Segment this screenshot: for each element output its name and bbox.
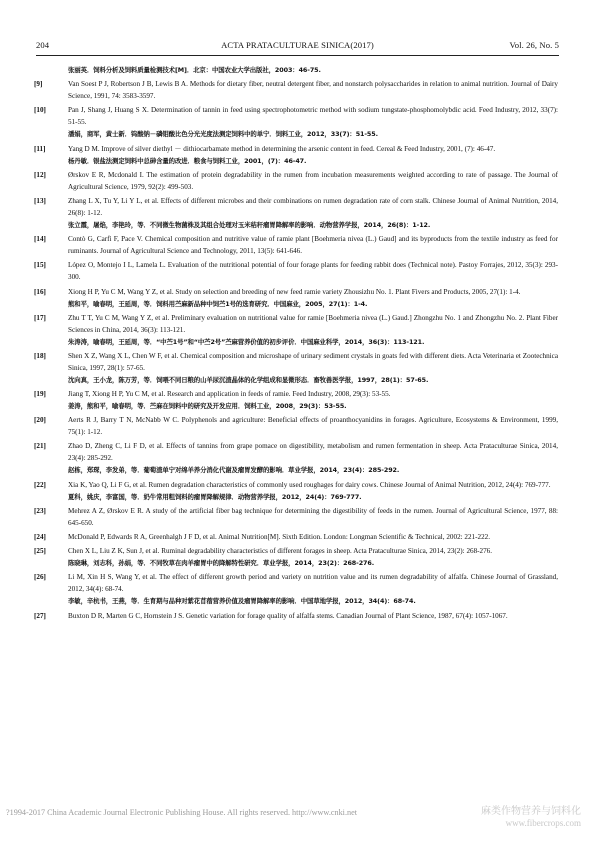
reference-item (34, 104, 558, 140)
page-footer (6, 806, 589, 828)
reference-english: Mehrez A Z, Ørskov E R. A study of the artificial fiber bag technique for determining the digestibility of feeds in the rumen. Journal of Agricultural Science, 1977, 88: 645-650. (68, 506, 558, 527)
reference-item (34, 505, 558, 529)
reference-english: Jiang T, Xiong H P, Yu C M, et al. Research and application in feeds of ramie. Feed Industry, 2008, 29(3): 53-55. (68, 390, 391, 399)
copyright-line: ?1994-2017 China Academic Journal Electronic Publishing House. All rights reserved. http://www.cnki.net (6, 808, 358, 817)
reference-number: [26] (34, 573, 46, 582)
reference-item (34, 259, 558, 283)
reference-english: Li M, Xin H S, Wang Y, et al. The effect of different growth period and variety on nutrition value and its rumen degradability of alfalfa. Chinese Journal of Grassland, 2012, 34(4): 68-74. (68, 573, 558, 594)
reference-number: [23] (34, 506, 46, 515)
reference-english: Zhang L X, Tu Y, Li Y L, et al. Effects of different microbes and their combinations on rumen degradation rate of corn stalk. Chinese Journal of Animal Nutrition, 2014, 26(8): 1-12. (68, 196, 558, 217)
reference-number: [21] (34, 442, 46, 451)
reference-english: Buxton D R, Marten G C, Hornstein J S. Genetic variation for forage quality of alfalfa stems. Canadian Journal of Plant Science, 1987, 67(4): 1057-1067. (68, 611, 508, 620)
reference-number: [22] (34, 480, 46, 489)
reference-number: [16] (34, 287, 46, 296)
reference-item (34, 350, 558, 386)
reference-english: McDonald P, Edwards R A, Greenhalgh J F D, et al. Animal Nutrition[M]. Sixth Edition. London: Longman Scientific & Technical, 2002: 221-222. (68, 533, 490, 541)
reference-english: Shen X Z, Wang X L, Chen W F, et al. Chemical composition and microshape of urinary sediment crystals in goats fed with different diets. Acta Veterinaria et Zootechnica Sinica, 1997, 28(1): 57-65. (68, 351, 558, 372)
reference-item (34, 169, 558, 193)
reference-english: Van Soest P J, Robertson J B, Lewis B A. Methods for dietary fiber, neutral detergent fiber, and nonstarch polysaccharides in relation to animal nutrition. Journal of Dairy Science, 1991, 74: 3583-3597. (68, 80, 558, 101)
reference-number: [10] (34, 106, 46, 115)
reference-chinese: 姜涛，熊和平，喻春明，等．苎麻在饲料中的研究及开发应用．饲料工业，2008，29(3)：53-55. (68, 402, 347, 411)
reference-english: Yang D M. Improve of silver diethyl － dithiocarbamate method in determining the arsenic content in feed. Cereal & Feed Industry, 2001, (7): 46-47. (68, 144, 496, 153)
reference-english: Chen X L, Liu Z K, Sun J, et al. Ruminal degradability characteristics of different forages in sheep. Acta Prataculturae Sinica, 2014, 23(2): 268-276. (68, 547, 493, 556)
reference-item (34, 388, 558, 412)
reference-number: [15] (34, 261, 46, 270)
reference-item (34, 312, 558, 348)
watermark-text: 麻类作物营养与饲料化 (481, 806, 581, 817)
reference-item (34, 610, 558, 622)
reference-item (34, 571, 558, 607)
reference-item (34, 545, 558, 569)
reference-english: Aerts R J, Barry T N, McNabb W C. Polyphenols and agriculture: Beneficial effects of proanthocyanidins in forages. Agriculture, Ecosystems & Environment, 1999, 75(1): 1-12. (68, 416, 558, 437)
reference-chinese: 朱涛涛，喻春明，王延周，等．“中苎1号”和“中苎2号”苎麻营养价值的初步评价．中国麻业科学，2014，36(3)：113-121. (68, 337, 425, 346)
page-number: 204 (36, 40, 50, 50)
reference-chinese: 李敏，辛杭书，王燕，等．生育期与品种对紫花苜蓿营养价值及瘤胃降解率的影响．中国草地学报，2012，34(4)：68-74. (68, 597, 416, 606)
reference-item (34, 479, 558, 503)
reference-item (34, 286, 558, 310)
reference-chinese: 潘娟，商军，黄士新．钨酸钠－磷钼酸比色分光光度法测定饲料中的单宁．饲料工业，2012，33(7)：51-55. (68, 130, 378, 139)
reference-item (34, 143, 558, 167)
reference-chinese: 张丽英．饲料分析及饲料质量检测技术[M]．北京：中国农业大学出版社，2003：46-75. (68, 66, 321, 74)
reference-number: [13] (34, 196, 46, 205)
reference-chinese: 赵栋，郑琛，李发弟，等．葡萄渣单宁对绵羊养分消化代谢及瘤胃发酵的影响．草业学报，2014，23(4)：285-292. (68, 466, 400, 475)
header-rule (36, 55, 559, 56)
reference-english: Zhu T T, Yu C M, Wang Y Z, et al. Preliminary evaluation on nutritional value for ramie [Boehmeria nivea (L.) Gaud.] Zhongzhu No. 1 and Zhongzhu No. 2. Plant Fiber Sciences in China, 2014, 36(3): 113-121. (68, 313, 558, 334)
reference-chinese: 张立霞，屠焰，李艳玲，等．不同微生物菌株及其组合处理对玉米秸秆瘤胃降解率的影响．动物营养学报，2014，26(8)：1-12. (68, 220, 431, 229)
reference-item (34, 233, 558, 257)
reference-number: [11] (34, 144, 46, 153)
reference-item (44, 64, 558, 76)
reference-item (34, 78, 558, 102)
reference-item (34, 414, 558, 438)
reference-number: [20] (34, 416, 46, 425)
reference-english: Contò G, Carfì F, Pace V. Chemical composition and nutritive value of ramie plant [Boehmeria nivea (L.) Gaud] and its byproducts from the textile industry as feed for ruminants. Journal of Agricultural Science and Technology, 2011, 13(5): 641-646. (68, 235, 558, 256)
reference-chinese: 夏科，姚庆，李富国，等．奶牛常用粗饲料的瘤胃降解规律．动物营养学报，2012，24(4)：769-777. (68, 492, 362, 501)
reference-english: Xia K, Yao Q, Li F G, et al. Rumen degradation characteristics of commonly used roughages for dairy cows. Chinese Journal of Animal Nutrition, 2012, 24(4): 769-777. (68, 480, 551, 489)
reference-number: [14] (34, 235, 46, 244)
reference-number: [19] (34, 390, 46, 399)
reference-english: Zhao D, Zheng C, Li F D, et al. Effects of tannins from grape pomace on digestibility, metabolism and rumen fermentation in sheep. Acta Prataculturae Sinica, 2014, 23(4): 285-292. (68, 442, 558, 463)
reference-number: [24] (34, 533, 46, 541)
reference-english: Pan J, Shang J, Huang S X. Determination of tannin in feed using spectrophotometric method with sodium tungstate-phosphomolybdic acid. Feed Industry, 2012, 33(7): 51-55. (68, 106, 558, 127)
reference-number: [12] (34, 170, 46, 179)
journal-name: ACTA PRATACULTURAE SINICA(2017) (221, 40, 374, 50)
volume-issue: Vol. 26, No. 5 (509, 40, 559, 50)
reference-english: Ørskov E R, Mcdonald I. The estimation of protein degradability in the rumen from incubation measurements weighted according to rate of passage. The Journal of Agricultural Science, 1979, 92(2): 499-503. (68, 170, 558, 191)
watermark-url: www.fibercrops.com (505, 818, 581, 828)
reference-item (34, 531, 558, 543)
reference-number: [9] (34, 80, 43, 89)
reference-english: Xiong H P, Yu C M, Wang Y Z, et al. Study on selection and breeding of new feed ramie variety Zhousizhu No. 1. Plant Fivers and Products, 2005, 27(1): 1-4. (68, 287, 521, 296)
reference-number: [27] (34, 611, 46, 620)
reference-english: López O, Montejo I L, Lamela L. Evaluation of the nutritional potential of four forage plants for feeding rabbit does (Technical note). Pastoy Forrajes, 2012, 35(3): 293-300. (68, 261, 558, 282)
reference-number: [17] (34, 313, 46, 322)
reference-item (34, 195, 558, 231)
reference-number: [25] (34, 547, 46, 556)
page-header (36, 40, 559, 54)
reference-chinese: 沈向真，王小龙，陈万芳，等．饲喂不同日粮的山羊尿沉渣晶体的化学组成和显微形态．畜牧兽医学报，1997，28(1)：57-65. (68, 375, 429, 384)
reference-list (34, 64, 558, 624)
reference-item (34, 440, 558, 476)
reference-chinese: 杨丹敏．银盐法测定饲料中总砷含量的改进．粮食与饲料工业，2001，(7)：46-47. (68, 156, 307, 165)
reference-number: [18] (34, 351, 46, 360)
reference-chinese: 陈晓琳，刘志科，孙娟，等．不同牧草在肉羊瘤胃中的降解特性研究．草业学报，2014，23(2)：268-276. (68, 559, 375, 568)
reference-chinese: 熊和平，喻春明，王延周，等．饲料用苎麻新品种中饲苎1号的选育研究．中国麻业，2005，27(1)：1-4. (68, 299, 368, 308)
